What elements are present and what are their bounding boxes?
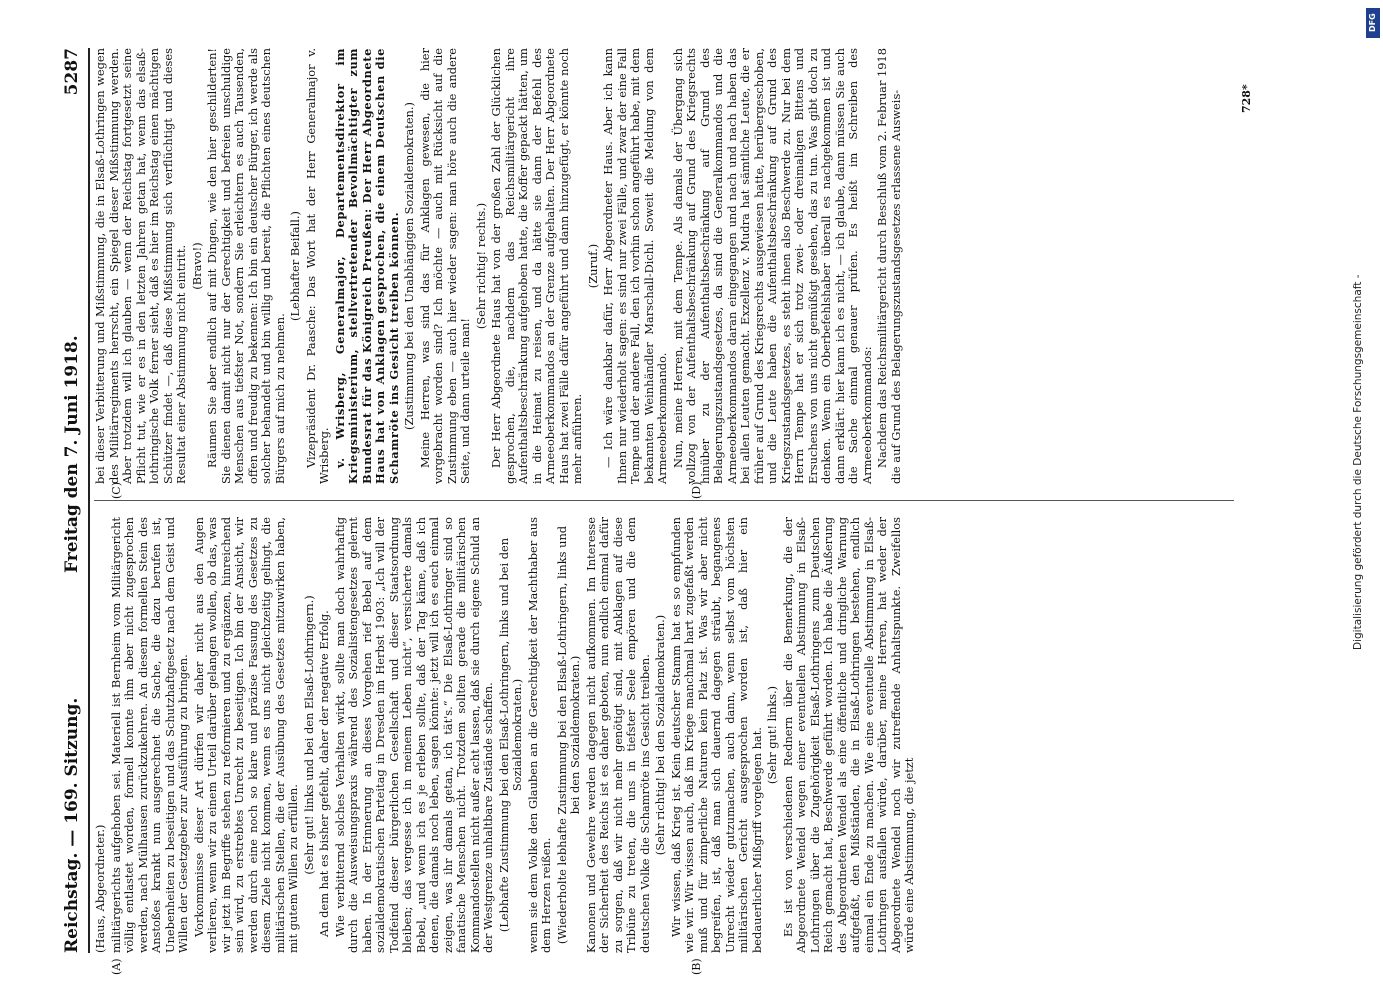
column-divider: [94, 500, 1234, 501]
scanned-page: [50, 47, 1300, 975]
margin-letter-c: (C): [110, 482, 123, 499]
interjection: (Zustimmung bei den Unabhängigen Sozialdemokraten.): [402, 102, 416, 430]
paragraph: Wir wissen, daß Krieg ist. Kein deutscher Stamm hat es so empfunden wie wir. Wir wissen auch, daß im Kriege manchmal hart zugefaßt werden muß und für zimperliche Naturen kein Platz ist. Was wir aber nicht begreifen, ist, daß man sich dauernd dagegen sträubt, begangenes Unrecht wieder gutzumachen, auch dann, wenn selbst vom höchsten militärischen Gericht ausgesprochen worden ist, daß hier ein bedauerlicher Mißgriff vorgelegen hat.: [668, 517, 764, 953]
margin-letter-b: (B): [690, 958, 703, 975]
interjection: (Sehr gut! links und bei den Elsaß-Lothringern.): [301, 595, 316, 875]
right-column: [94, 48, 905, 484]
signature-mark: 728*: [1240, 84, 1253, 113]
interjection: (Zuruf.): [585, 243, 600, 289]
paragraph: An dem hat es bisher gefehlt, daher der negative Erfolg.: [317, 610, 331, 937]
speaker-intro: Vizepräsident Dr. Paasche: Das Wort hat der Herr Generalmajor v. Wrisberg.: [303, 48, 331, 484]
paragraph: bei dieser Verbitterung und Mißstimmung, die in Elsaß-Lothringen wegen des Militärregiments herrscht, ein Spiegel dieser Mißstimmung werden. Aber trotzdem will ich glauben — wenn der Reichstag fortgesetzt seine Pflicht tut, wie er es in den letzten Jahren getan hat, wenn das elsaß-lothringische Volk ferner sieht, daß es hier im Reichstag einen mächtigen Schützer findet —, daß diese Mißstimmung sich verflüchtigt und dieses Resultat einer Abstimmung nicht eintritt.: [93, 48, 188, 484]
paragraph: Der Herr Abgeordnete Haus hat von der großen Zahl der Glücklichen gesprochen, die, nachdem das Reichsmilitärgericht ihre Aufenthaltsbeschränkung aufgehoben hatte, die Koffer gepackt hätten, um in die Heimat zu reisen, und da hätte sie dann der Befehl des Armeeoberkommandos an der Grenze aufgehalten. Der Herr Abgeordnete Haus hat zwei Fälle dafür angeführt und dann hinzugefügt, er könnte noch mehr anführen.: [489, 48, 584, 484]
paragraph: Es ist von verschiedenen Rednern über die Bemerkung, die der Abgeordnete Wendel wegen einer eventuellen Abstimmung in Elsaß-Lothringen über die Zugehörigkeit Elsaß-Lothringens zum Deutschen Reich gemacht hat, Beschwerde geführt worden. Ich habe die Äußerung des Abgeordneten Wendel als eine öffentliche und dringliche Warnung aufgefaßt, den Mißständen, die in Elsaß-Lothringen bestehen, endlich einmal ein Ende zu machen. Wie eine eventuelle Abstimmung in Elsaß-Lothringen ausfallen würde, darüber, meine Herren, hat weder der Abgeordnete Wendel noch wir zutreffende Anhaltspunkte. Zweifellos würde eine Abstimmung, die jetzt: [780, 517, 916, 953]
interjection: (Bravo!): [189, 242, 204, 290]
speaker-heading: (Haus, Abgeordneter.): [93, 824, 107, 953]
paragraph: Kanonen und Gewehre werden dagegen nicht aufkommen. Im Interesse der Sicherheit des Reichs ist es daher geboten, nun endlich einmal dafür zu sorgen, daß wir nicht mehr genötigt sind, mit Anklagen auf diese Tribüne zu treten, die uns in tiefster Seele empören und die dem deutschen Volke die Schamröte ins Gesicht treiben.: [583, 517, 652, 953]
speaker-intro: v. Wrisberg, Generalmajor, Departementsdirektor im Kriegsministerium, stellvertretender Bevollmächtigter zum Bundesrat für das Königreich Preußen: Der Herr Abgeordnete Haus hat von Anklagen gesprochen, die einem Deutschen die Schamröte ins Gesicht treiben können.: [332, 48, 401, 484]
dfg-logo: DFG: [1366, 8, 1380, 38]
interjection: (Sehr gut! links.): [765, 685, 779, 785]
paragraph: Nun, meine Herren, mit dem Tempe. Als damals der Übergang sich vollzog von der Aufenthaltsbeschränkung auf Grund des Kriegsrechts hinüber zu der Aufenthaltsbeschränkung auf Grund des Belagerungszustandsgesetzes, da sind die Generalkommandos und die Armeeoberkommandos daran eingegangen und nach und nach haben das bei allen Leuten gemacht. Exzellenz v. Mudra hat sämtliche Leute, die er früher auf Grund des Kriegsrechts ausgewiesen hatte, herübergeschoben, und die Leute haben die Aufenthaltsbeschränkung auf Grund des Kriegszustandsgesetzes, es steht ihnen also Beschwerde zu. Nur bei dem Herrn Tempe hat er sich trotz zwei- oder dreimaligen Bittens und Ersuchens von uns nicht gemüßigt gesehen, das zu tun. Was gibt doch zu denken. Wenn ein Oberbefehlshaber überall es nachgekommen ist und dann erklärt: hier kann ich es nicht, — ich glaube, dann müssen Sie auch die Sache einmal genauer prüfen. Es heißt im Schreiben des Armeeoberkommandos:: [670, 48, 874, 484]
header-date: Freitag den 7. Juni 1918.: [62, 335, 82, 573]
interjection: (Sehr richtig! rechts.): [473, 202, 488, 330]
left-column: [94, 517, 919, 953]
paragraph: Räumen Sie aber endlich auf mit Dingen, wie den hier geschilderten! Sie dienen damit nicht nur der Gerechtigkeit und befreien unschuldige Menschen aus tiefster Not, sondern Sie erleichtern es auch Tausenden, offen und freudig zu bekennen: Ich bin ein deutscher Bürger, ich werde als solcher behandelt und bin willig und bereit, die Pflichten eines deutschen Bürgers auf mich zu nehmen.: [205, 48, 287, 484]
digitization-note: Digitalisierung gefördert durch die Deutsche Forschungsgemeinschaft -: [1352, 274, 1364, 650]
page-number: 5287: [62, 48, 82, 96]
interjection: (Sehr richtig! bei den Sozialdemokraten.): [653, 614, 667, 856]
interjection: (Lebhafter Beifall.): [288, 211, 302, 321]
quoted-paragraph: Nachdem das Reichsmilitärgericht durch Beschluß vom 2. Februar 1918 die auf Grund des Belagerungszustandsgesetzes erlassene Ausweis-: [875, 47, 903, 484]
paragraph: Vorkommnisse dieser Art dürfen wir daher nicht aus den Augen verlieren, wenn wir zu einem Urteil darüber gelangen wollen, ob das, was wir jetzt im Begriffe stehen zu reformieren und zu ergänzen, hinreichend sein wird, zu erstrebtes Unrecht zu beseitigen. Ich bin der Ansicht, wir werden durch eine noch so klare und präzise Fassung des Gesetzes zu diesem Ziele nicht kommen, wenn es uns nicht gleichzeitig gelingt, die militärischen Stellen, die der Ausübung des Gesetzes mitzuwirken haben, mit gutem Willen zu erfüllen.: [191, 517, 300, 953]
paragraph: Wie verbitternd solches Verhalten wirkt, sollte man doch wahrhaftig durch die Ausweisungspraxis während des Sozialistengesetzes gelernt haben. In der Erinnerung an dieses Vorgehen rief Bebel auf dem sozialdemokratischen Parteitag in Dresden im Herbst 1903: „Ich will der Todfeind dieser bürgerlichen Gesellschaft und dieser Staatsordnung bleiben; das vergesse ich in meinem Leben nicht“, versicherte damals Bebel, „und wenn ich es je erleben sollte, daß der Tag käme, daß ich denen, die damals noch leben, sagen könnte: jetzt will ich es euch einmal zeigen, was ihr damals getan, ich tät's.“ Die Elsaß-Lothringer sind so fanatische Menschen nicht. Trotzdem sollten gerade die militärischen Kommandostellen nicht außer acht lassen, daß sie durch eigene Schuld an der Westgrenze unhaltbare Zustände schaffen.: [332, 517, 495, 953]
margin-letter-a: (A): [110, 958, 123, 975]
margin-letter-d: (D): [690, 481, 703, 499]
paragraph: Meine Herren, was sind das für Anklagen gewesen, die hier vorgebracht worden sind? Ich möchte — auch mit Rücksicht auf die Zustimmung eben — auch hier wieder sagen: man höre auch die andere Seite, und dann urteile man!: [417, 48, 472, 484]
header-session: Reichstag. — 169. Sitzung.: [62, 697, 82, 953]
page-sheet: [50, 47, 1300, 975]
paragraph: — Ich wäre dankbar dafür, Herr Abgeordneter Haus. Aber ich kann Ihnen nur wiederholt sagen: es sind nur zwei Fälle, und zwar der eine Fall Tempe und der andere Fall, den ich vorhin schon angeführt habe, mit dem bekannten Weinhändler Marschall-Dichl. Soweit die Meldung von dem Armeeoberkommando.: [601, 48, 669, 484]
interjection: (Wiederholte lebhafte Zustimmung bei den Elsaß-Lothringern, links und bei den Sozialdemokraten.): [554, 525, 582, 945]
paragraph: wenn sie dem Volke den Glauben an die Gerechtigkeit der Machthaber aus dem Herzen reißen.: [525, 517, 553, 953]
running-header: [62, 48, 84, 953]
header-rule: [88, 48, 90, 953]
paragraph: militärgerichts aufgehoben sei. Materiell ist Bernheim vom Militärgericht völlig entlastet worden, formell konnte ihm aber nicht zugesprochen werden, nach Mülhausen zurückzukehren. An diesem formellen Stein des Anstoßes krankt nun ausgerechnet die Sache, die dazu berufen ist, Unebenheiten zu beseitigen und das Schutzhaftgesetz nach dem Geist und Willen der Gesetzgeber zur Ausführung zu bringen.: [108, 517, 190, 953]
interjection: (Lebhafte Zustimmung bei den Elsaß-Lothringern, links und bei den Sozialdemokraten.): [496, 537, 524, 933]
